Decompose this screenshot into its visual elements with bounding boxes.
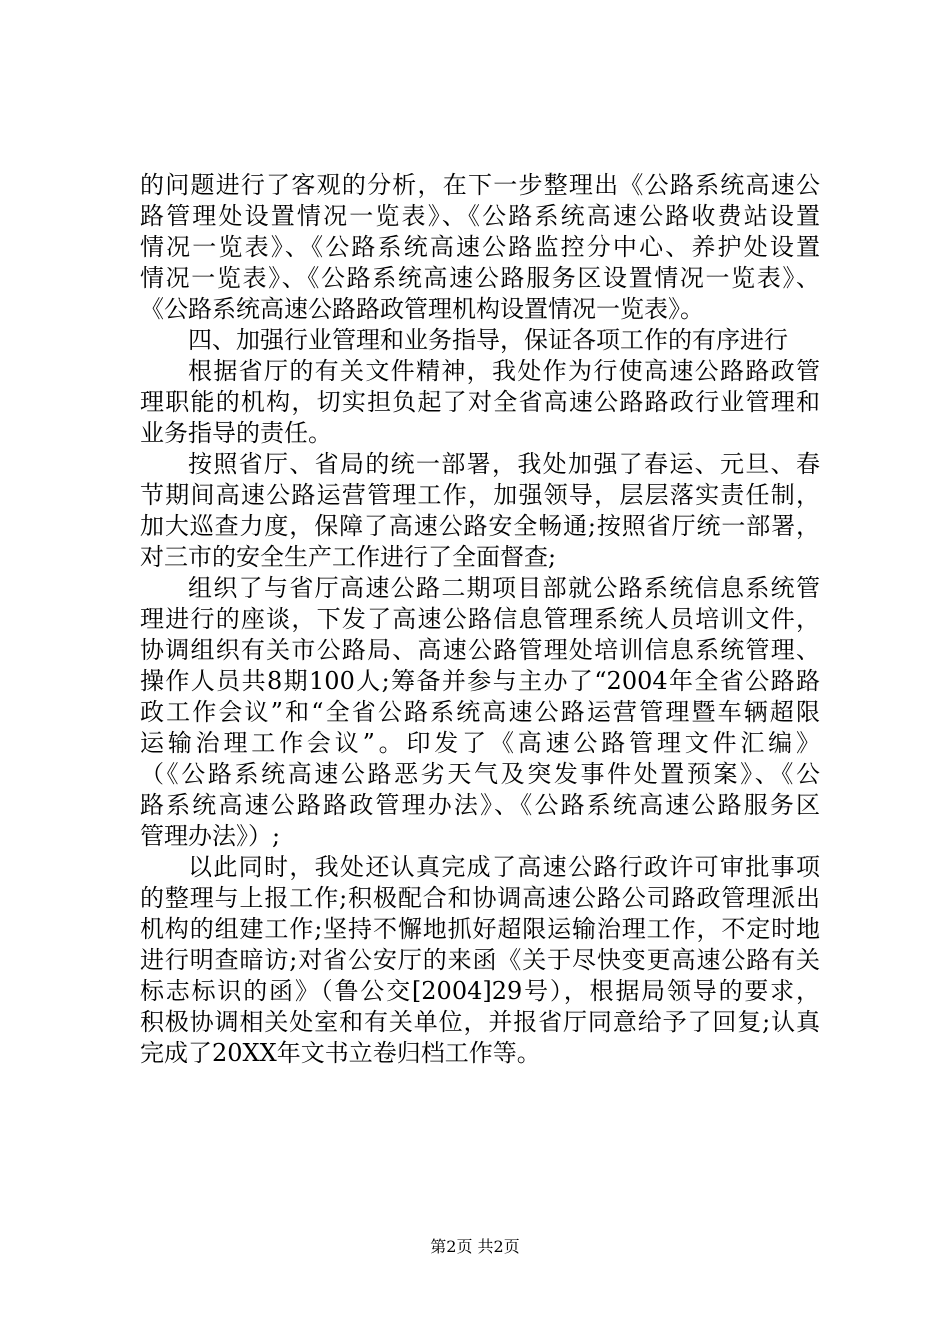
text-line: 理职能的机构，切实担负起了对全省高速公路路政行业管理和 [140, 388, 820, 416]
text-line: 组织了与省厅高速公路二期项目部就公路系统信息系统管 [188, 574, 820, 602]
text-line: 以此同时，我处还认真完成了高速公路行政许可审批事项 [188, 853, 820, 881]
text-line: 根据省厅的有关文件精神，我处作为行使高速公路路政管 [188, 357, 820, 385]
text-line: 完成了20XX年文书立卷归档工作等。 [140, 1039, 541, 1067]
document-body [140, 170, 860, 1069]
text-line: 积极协调相关处室和有关单位，并报省厅同意给予了回复;认真 [140, 1008, 820, 1036]
text-line: 的问题进行了客观的分析，在下一步整理出《公路系统高速公 [140, 171, 820, 199]
text-line: 协调组织有关市公路局、高速公路管理处培训信息系统管理、 [140, 636, 820, 664]
text-line: 加大巡查力度，保障了高速公路安全畅通;按照省厅统一部署， [140, 512, 820, 540]
page-number: 第2页 共2页 [430, 1237, 520, 1256]
text-line: 运输治理工作会议”。印发了《高速公路管理文件汇编》 [140, 729, 820, 757]
text-line: 路管理处设置情况一览表》、《公路系统高速公路收费站设置 [140, 202, 820, 230]
text-line: 政工作会议”和“全省公路系统高速公路运营管理暨车辆超限 [140, 698, 820, 726]
text-line: 标志标识的函》（鲁公交[2004]29号），根据局领导的要求， [140, 977, 820, 1005]
text-line: 节期间高速公路运营管理工作，加强领导，层层落实责任制， [140, 481, 820, 509]
text-line: 情况一览表》、《公路系统高速公路监控分中心、养护处设置 [140, 233, 820, 261]
text-line: 路系统高速公路路政管理办法》、《公路系统高速公路服务区 [140, 791, 820, 819]
text-line: 理进行的座谈，下发了高速公路信息管理系统人员培训文件， [140, 605, 820, 633]
section-heading: 四、加强行业管理和业务指导，保证各项工作的有序进行 [188, 326, 788, 354]
text-line: 操作人员共8期100人;筹备并参与主办了“2004年全省公路路 [140, 667, 820, 695]
text-line: 进行明查暗访;对省公安厅的来函《关于尽快变更高速公路有关 [140, 946, 820, 974]
text-line: 对三市的安全生产工作进行了全面督查; [140, 543, 557, 571]
text-line: 管理办法》）; [140, 822, 281, 850]
text-line: （《公路系统高速公路恶劣天气及突发事件处置预案》、《公 [140, 760, 820, 788]
text-line: 情况一览表》、《公路系统高速公路服务区设置情况一览表》、 [140, 264, 820, 292]
text-line: 《公路系统高速公路路政管理机构设置情况一览表》。 [140, 295, 704, 323]
text-line: 的整理与上报工作;积极配合和协调高速公路公司路政管理派出 [140, 884, 820, 912]
text-line: 业务指导的责任。 [140, 419, 332, 447]
text-line: 机构的组建工作;坚持不懈地抓好超限运输治理工作，不定时地 [140, 915, 820, 943]
text-line: 按照省厅、省局的统一部署，我处加强了春运、元旦、春 [188, 450, 820, 478]
